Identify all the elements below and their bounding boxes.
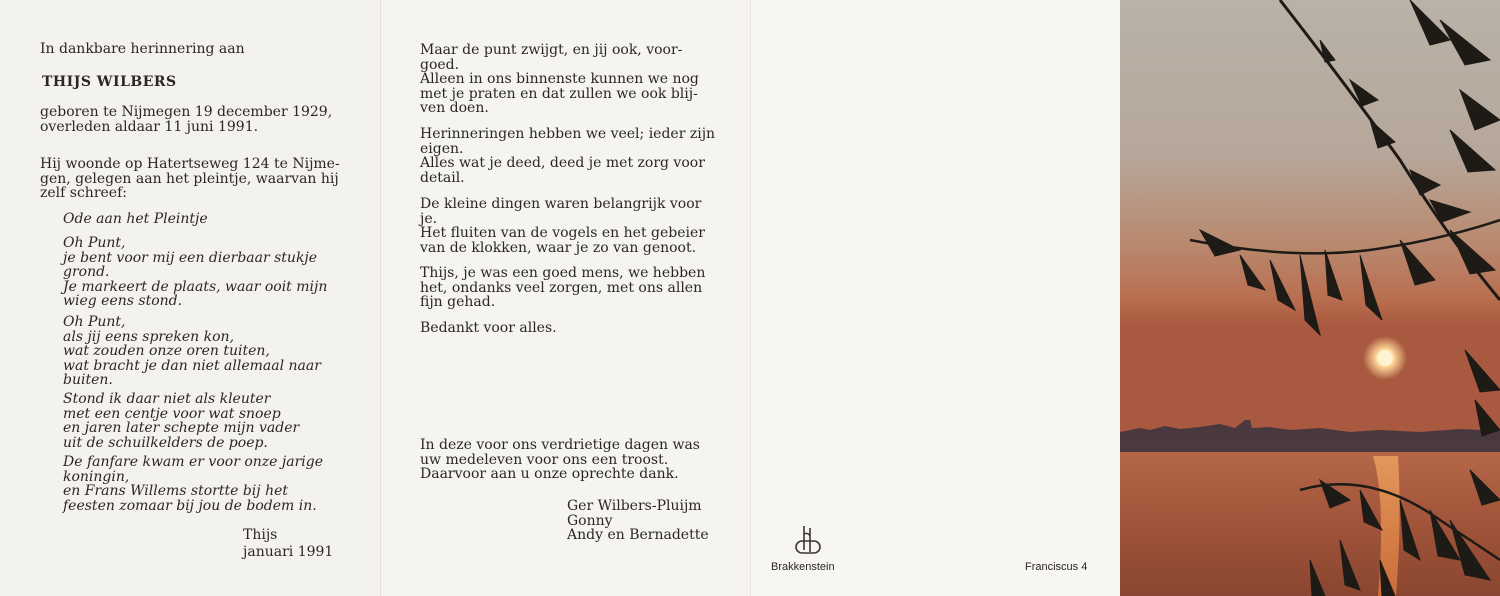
signer: Ger Wilbers-Pluijm <box>567 498 702 514</box>
thanks-line: In deze voor ons verdrietige dagen was <box>420 437 700 453</box>
middle-panel <box>380 0 750 596</box>
left-panel <box>0 0 380 596</box>
text-line: het, ondanks veel zorgen, met ons allen <box>420 279 703 296</box>
poem-line: wieg eens stond. <box>63 293 183 309</box>
text-line: ven doen. <box>420 100 489 116</box>
text-line: met je praten en dat zullen we ook blij- <box>420 85 698 102</box>
back-panel <box>750 0 1120 596</box>
poem-line: De fanfare kwam er voor onze jarige <box>63 454 323 470</box>
poem-title: Ode aan het Pleintje <box>63 211 208 227</box>
water <box>1120 440 1500 596</box>
deceased-name: THIJS WILBERS <box>42 74 177 90</box>
poem-line: en jaren later schepte mijn vader <box>63 420 300 436</box>
text-line: van de klokken, waar je zo van genoot. <box>420 239 697 256</box>
signature-date: januari 1991 <box>243 544 334 560</box>
publisher-name: Brakkenstein <box>771 561 835 573</box>
poem-line: wat zouden onze oren tuiten, <box>63 343 270 359</box>
sunset-photo <box>1120 0 1500 596</box>
poem-line: buiten. <box>63 372 113 388</box>
poem-line: Je markeert de plaats, waar ooit mijn <box>63 278 328 295</box>
poem-line: als jij eens spreken kon, <box>63 328 235 345</box>
signer: Andy en Bernadette <box>567 527 709 543</box>
text-line: fijn gehad. <box>420 294 496 310</box>
poem-line: en Frans Willems stortte bij het <box>63 483 289 499</box>
intro-text: In dankbare herinnering aan <box>40 41 245 57</box>
birth-line: geboren te Nijmegen 19 december 1929, <box>40 104 333 120</box>
text-line: Maar de punt zwijgt, en jij ook, voor- <box>420 42 683 58</box>
poem-line: met een centje voor wat snoep <box>63 405 281 422</box>
poem-line: feesten zomaar bij jou de bodem in. <box>63 497 317 514</box>
residence-line-2: gen, gelegen aan het pleintje, waarvan hij <box>40 170 339 187</box>
thanks-line: Daarvoor aan u onze oprechte dank. <box>420 466 679 482</box>
poem-line: Oh Punt, <box>63 314 126 330</box>
text-line: eigen. <box>420 140 464 157</box>
residence-line-3: zelf schreef: <box>40 185 127 201</box>
text-line: detail. <box>420 169 465 186</box>
text-line: Thijs, je was een goed mens, we hebben <box>420 265 706 281</box>
sun-core <box>1377 350 1393 366</box>
poem-line: je bent voor mij een dierbaar stukje <box>63 249 318 266</box>
poem-line: Stond ik daar niet als kleuter <box>63 391 271 407</box>
text-line: De kleine dingen waren belangrijk voor <box>420 196 702 212</box>
poem-line: wat bracht je dan niet allemaal naar <box>63 357 321 374</box>
signer: Gonny <box>567 512 613 529</box>
residence-line-1: Hij woonde op Hatertseweg 124 te Nijme- <box>40 156 340 172</box>
series-label: Franciscus 4 <box>1025 561 1088 573</box>
text-line: Alles wat je deed, deed je met zorg voor <box>420 155 705 171</box>
text-line: goed. <box>420 56 460 73</box>
sunset-image <box>1120 0 1500 596</box>
poem-line: Oh Punt, <box>63 235 126 251</box>
death-line: overleden aldaar 11 juni 1991. <box>40 118 259 135</box>
signature-name: Thijs <box>243 527 278 543</box>
poem-line: grond. <box>63 264 110 280</box>
text-line: je. <box>420 210 438 227</box>
text-line: Het fluiten van de vogels en het gebeier <box>420 225 705 241</box>
poem-line: uit de schuilkelders de poep. <box>63 434 268 451</box>
thanks-line: uw medeleven voor ons een troost. <box>420 451 669 468</box>
text-line: Alleen in ons binnenste kunnen we nog <box>420 71 699 87</box>
text-line: Herinneringen hebben we veel; ieder zijn <box>420 126 716 142</box>
poem-line: koningin, <box>63 468 130 485</box>
publisher-logo-icon <box>793 524 823 554</box>
text-line: Bedankt voor alles. <box>420 320 557 336</box>
